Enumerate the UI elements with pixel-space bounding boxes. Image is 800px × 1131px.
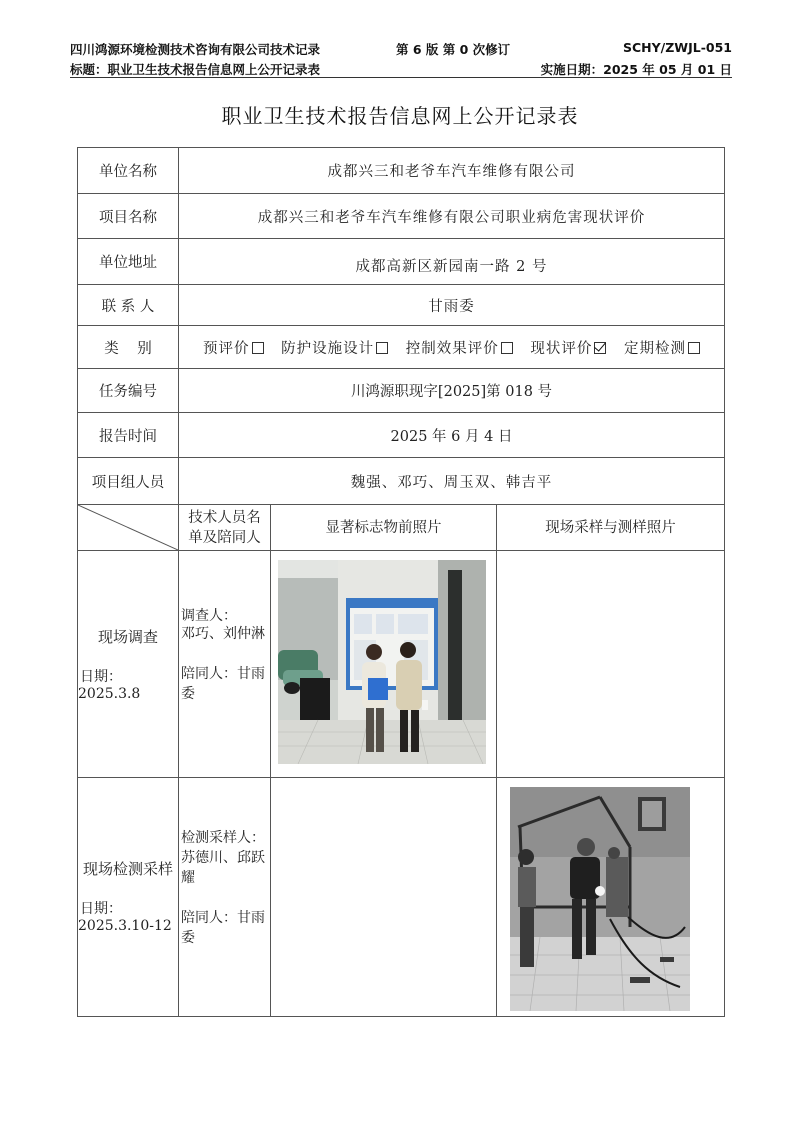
effective-date: 实施日期：2025 年 05 月 01 日: [540, 62, 732, 77]
col-header-sampling-photo: 现场采样与测样照片: [497, 505, 725, 551]
checkbox-icon[interactable]: [501, 342, 513, 354]
survey-sampling-photo-cell: [497, 551, 725, 778]
row-team: [78, 458, 725, 505]
category-label: 类 别: [78, 326, 179, 369]
col-header-landmark-photo: 显著标志物前照片: [271, 505, 497, 551]
address-label: 单位地址: [78, 239, 179, 285]
sampler-names: 苏德川、邱跃: [181, 850, 265, 866]
checkbox-checked-icon[interactable]: [594, 342, 606, 354]
checkbox-icon[interactable]: [688, 342, 700, 354]
report-time-value: 2025 年 6 月 4 日: [179, 413, 725, 458]
project-name-value: 成都兴三和老爷车汽车维修有限公司职业病危害现状评价: [179, 194, 725, 239]
category-options: [179, 326, 725, 369]
row-report-time: [78, 413, 725, 458]
page-title: 职业卫生技术报告信息网上公开记录表: [221, 104, 579, 128]
survey-staff-cell: [179, 551, 271, 778]
row-project-name: [78, 194, 725, 239]
task-no-value: 川鸿源职现字[2025]第 018 号: [179, 369, 725, 413]
category-option-control-effect[interactable]: 控制效果评价: [406, 341, 513, 357]
sampler-names-cont: 耀: [181, 870, 195, 886]
survey-date: 2025.3.8: [78, 686, 141, 702]
landmark-photo-image: [278, 560, 486, 764]
surveyor-label: 调查人：: [181, 608, 237, 624]
diagonal-line: [78, 505, 178, 550]
unit-name-value: 成都兴三和老爷车汽车维修有限公司: [179, 148, 725, 194]
sampling-escort-label: 陪同人：甘雨: [181, 910, 265, 926]
checkbox-icon[interactable]: [252, 342, 264, 354]
sampling-photo: [510, 787, 690, 1011]
sampling-date-label: 日期：: [80, 901, 122, 917]
survey-escort-name: 委: [181, 686, 195, 702]
sampling-escort-name: 委: [181, 930, 195, 946]
category-option-periodic-testing[interactable]: 定期检测: [624, 341, 700, 357]
unit-name-label: 单位名称: [78, 148, 179, 194]
sampling-staff-cell: [179, 778, 271, 1017]
col-header-staff: 技术人员名单及陪同人: [179, 505, 271, 551]
sampling-photo-image: [510, 787, 690, 1011]
sampling-phase-cell: [78, 778, 179, 1017]
survey-title: 现场调查: [97, 628, 158, 646]
document-subject: 标题：职业卫生技术报告信息网上公开记录表: [70, 62, 321, 77]
contact-label: 联 系 人: [78, 285, 179, 326]
company-record-title: 四川鸿源环境检测技术咨询有限公司技术记录: [70, 42, 321, 57]
category-option-protection-design[interactable]: 防护设施设计: [281, 341, 388, 357]
row-unit-name: [78, 148, 725, 194]
sampling-date: 2025.3.10-12: [78, 918, 172, 934]
sampler-label: 检测采样人：: [181, 830, 265, 846]
report-time-label: 报告时间: [78, 413, 179, 458]
row-address: [78, 239, 725, 285]
checkbox-icon[interactable]: [376, 342, 388, 354]
surveyor-names: 邓巧、刘仲淋: [181, 626, 265, 642]
landmark-photo: [278, 560, 486, 764]
sampling-title: 现场检测采样: [82, 860, 173, 878]
diagonal-corner-cell: [78, 505, 179, 551]
version-info: 第 6 版 第 0 次修订: [396, 42, 511, 57]
row-category: [78, 326, 725, 369]
header-divider: [70, 77, 732, 78]
category-option-pre-evaluation[interactable]: 预评价: [203, 341, 264, 357]
sampling-landmark-photo-cell: [271, 778, 497, 1017]
row-contact: [78, 285, 725, 326]
survey-escort-label: 陪同人：甘雨: [181, 666, 265, 682]
project-name-label: 项目名称: [78, 194, 179, 239]
survey-phase-cell: [78, 551, 179, 778]
team-label: 项目组人员: [78, 458, 179, 505]
contact-value: 甘雨委: [179, 285, 725, 326]
category-option-status-evaluation[interactable]: 现状评价: [530, 341, 606, 357]
row-task-no: [78, 369, 725, 413]
task-no-label: 任务编号: [78, 369, 179, 413]
document-code: SCHY/ZWJL-051: [622, 40, 732, 55]
address-value: 成都高新区新园南一路 2 号: [179, 239, 725, 285]
team-value: 魏强、邓巧、周玉双、韩吉平: [179, 458, 725, 505]
survey-date-label: 日期：: [80, 669, 122, 685]
row-photo-header: [78, 505, 725, 551]
